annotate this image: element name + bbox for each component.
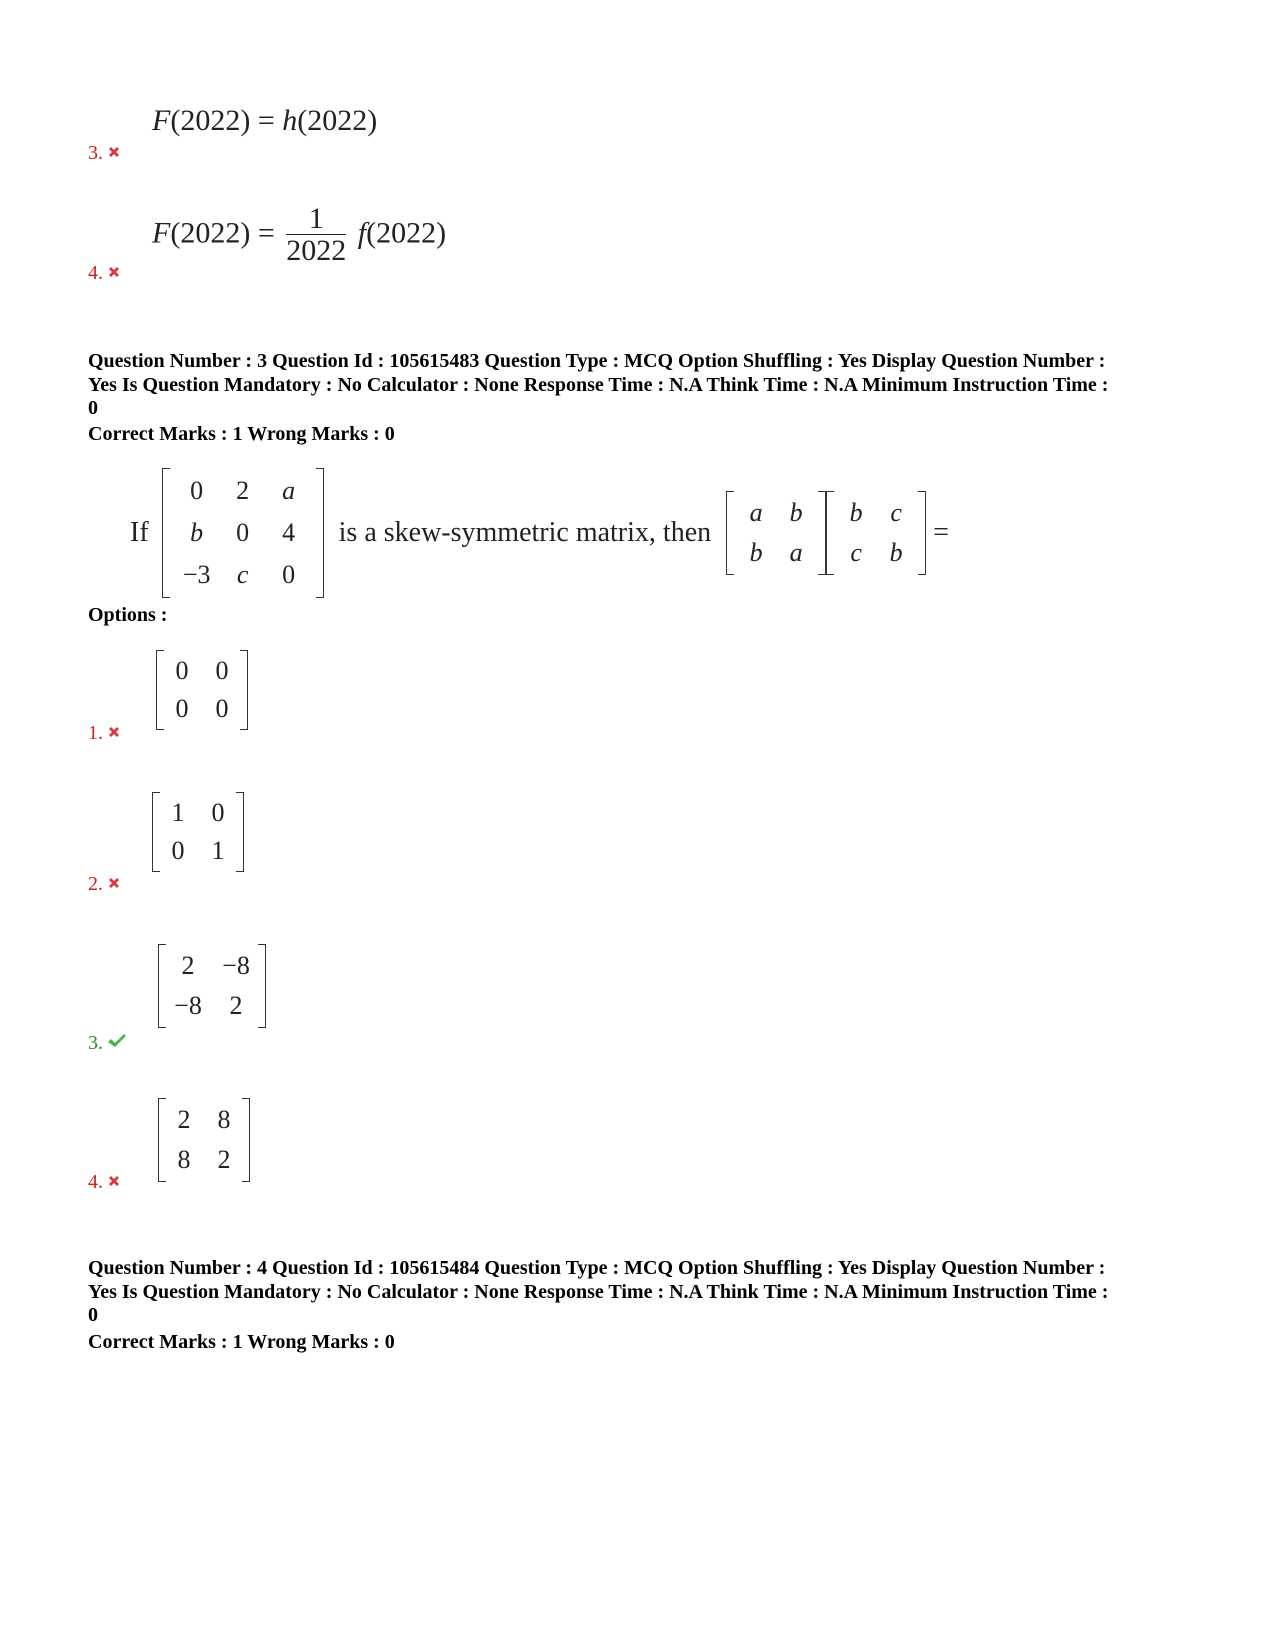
formula-arg: (2022) <box>170 216 251 250</box>
option-3-matrix <box>158 944 266 1028</box>
wrong-cross-icon <box>107 142 121 165</box>
formula-eq: = <box>257 104 275 137</box>
matrix-cell: 2 <box>236 476 250 505</box>
metadata-line: Question Number : 4 Question Id : 105615484 Question Type : MCQ Option Shuffling : Yes Display Question Number : <box>88 1257 1106 1279</box>
formula-rhs: h <box>282 104 298 137</box>
option-matrix <box>158 944 266 1028</box>
stem-suffix: = <box>933 517 949 548</box>
wrong-cross-icon <box>107 873 121 896</box>
option-number: 1. <box>88 722 103 744</box>
matrix-cell: b <box>190 518 204 547</box>
option-matrix <box>152 792 244 872</box>
matrix-cell: c <box>890 498 902 527</box>
wrong-cross-icon <box>107 1171 121 1194</box>
matrix-cell: 0 <box>171 836 185 865</box>
correct-check-icon <box>107 1032 127 1055</box>
fraction-denominator: 2022 <box>286 234 347 267</box>
matrix-cell: a <box>282 476 296 505</box>
matrix-cell: 1 <box>211 836 225 865</box>
marks-text: Correct Marks : 1 Wrong Marks : 0 <box>88 1331 395 1353</box>
formula-eq: = <box>257 216 275 250</box>
matrix-cell: b <box>889 538 903 567</box>
fraction-numerator: 1 <box>286 204 346 235</box>
formula-lhs: F <box>152 216 171 250</box>
option-number: 4. <box>88 262 103 284</box>
prev-option-4-formula <box>152 204 446 267</box>
stem-matrix-c <box>826 491 926 575</box>
formula-arg: (2022) <box>170 104 251 137</box>
formula-lhs: F <box>152 104 171 137</box>
matrix-cell: b <box>849 498 863 527</box>
metadata-line: 0 <box>88 1304 98 1326</box>
option-number: 4. <box>88 1171 103 1193</box>
option-matrix <box>158 1098 250 1182</box>
matrix-cell: 2 <box>217 1145 231 1174</box>
question-3-metadata <box>88 350 1198 421</box>
question-4-marks <box>88 1331 1198 1355</box>
option-4-matrix <box>158 1098 250 1182</box>
stem-middle-text: is a skew-symmetric matrix, then <box>338 517 712 548</box>
matrix-cell: −8 <box>174 991 202 1020</box>
matrix-cell: 0 <box>282 560 296 589</box>
prev-option-3-formula <box>152 104 377 138</box>
matrix-cell: b <box>789 498 803 527</box>
matrix-cell: 4 <box>282 518 296 547</box>
matrix-cell: −8 <box>222 951 250 980</box>
wrong-cross-icon <box>107 722 121 745</box>
matrix-cell: −3 <box>182 560 211 589</box>
stem-prefix: If <box>130 517 149 548</box>
matrix-cell: 2 <box>181 951 195 980</box>
question-3-stem <box>130 468 949 598</box>
matrix-cell: 2 <box>229 991 243 1020</box>
marks-text: Correct Marks : 1 Wrong Marks : 0 <box>88 423 395 445</box>
metadata-line: Yes Is Question Mandatory : No Calculator : None Response Time : N.A Think Time : N.A Minimum Instruction Time : <box>88 1280 1109 1303</box>
matrix-cell: a <box>789 538 803 567</box>
formula-rhs: f <box>357 216 367 250</box>
matrix-cell: c <box>236 560 249 589</box>
matrix-cell: 0 <box>175 656 189 685</box>
option-4-label <box>88 1171 121 1194</box>
matrix-cell: 8 <box>217 1105 231 1134</box>
metadata-line: Question Number : 3 Question Id : 105615483 Question Type : MCQ Option Shuffling : Yes Display Question Number : <box>88 350 1106 372</box>
question-3-marks <box>88 423 1198 447</box>
matrix-cell: 0 <box>175 694 189 723</box>
option-matrix <box>156 650 248 730</box>
question-4-metadata <box>88 1257 1198 1328</box>
matrix-cell: 2 <box>177 1105 191 1134</box>
option-2-matrix <box>152 792 244 872</box>
matrix-cell: b <box>749 538 763 567</box>
option-1-matrix <box>156 650 248 730</box>
option-number: 3. <box>88 142 103 164</box>
prev-option-4-label <box>88 262 121 285</box>
matrix-cell: 8 <box>177 1145 191 1174</box>
metadata-line: 0 <box>88 397 98 419</box>
matrix-cell: a <box>749 498 763 527</box>
option-number: 3. <box>88 1032 103 1054</box>
matrix-cell: 0 <box>211 798 225 827</box>
matrix-cell: 1 <box>171 798 185 827</box>
option-1-label <box>88 722 121 745</box>
options-label <box>88 604 1198 628</box>
wrong-cross-icon <box>107 262 121 285</box>
matrix-cell: 0 <box>215 656 229 685</box>
fraction <box>286 204 346 267</box>
matrix-cell: 0 <box>236 518 250 547</box>
option-3-label <box>88 1032 127 1055</box>
option-2-label <box>88 873 121 896</box>
stem-matrix-a <box>162 468 324 598</box>
formula-rarg: (2022) <box>366 216 447 250</box>
stem-matrix-b <box>726 491 826 575</box>
formula-rarg: (2022) <box>297 104 378 137</box>
matrix-cell: 0 <box>190 476 204 505</box>
option-number: 2. <box>88 873 103 895</box>
matrix-cell: 0 <box>215 694 229 723</box>
metadata-line: Yes Is Question Mandatory : No Calculator : None Response Time : N.A Think Time : N.A Minimum Instruction Time : <box>88 373 1109 396</box>
options-label-text: Options : <box>88 604 168 626</box>
prev-option-3-label <box>88 142 121 165</box>
matrix-cell: c <box>850 538 862 567</box>
